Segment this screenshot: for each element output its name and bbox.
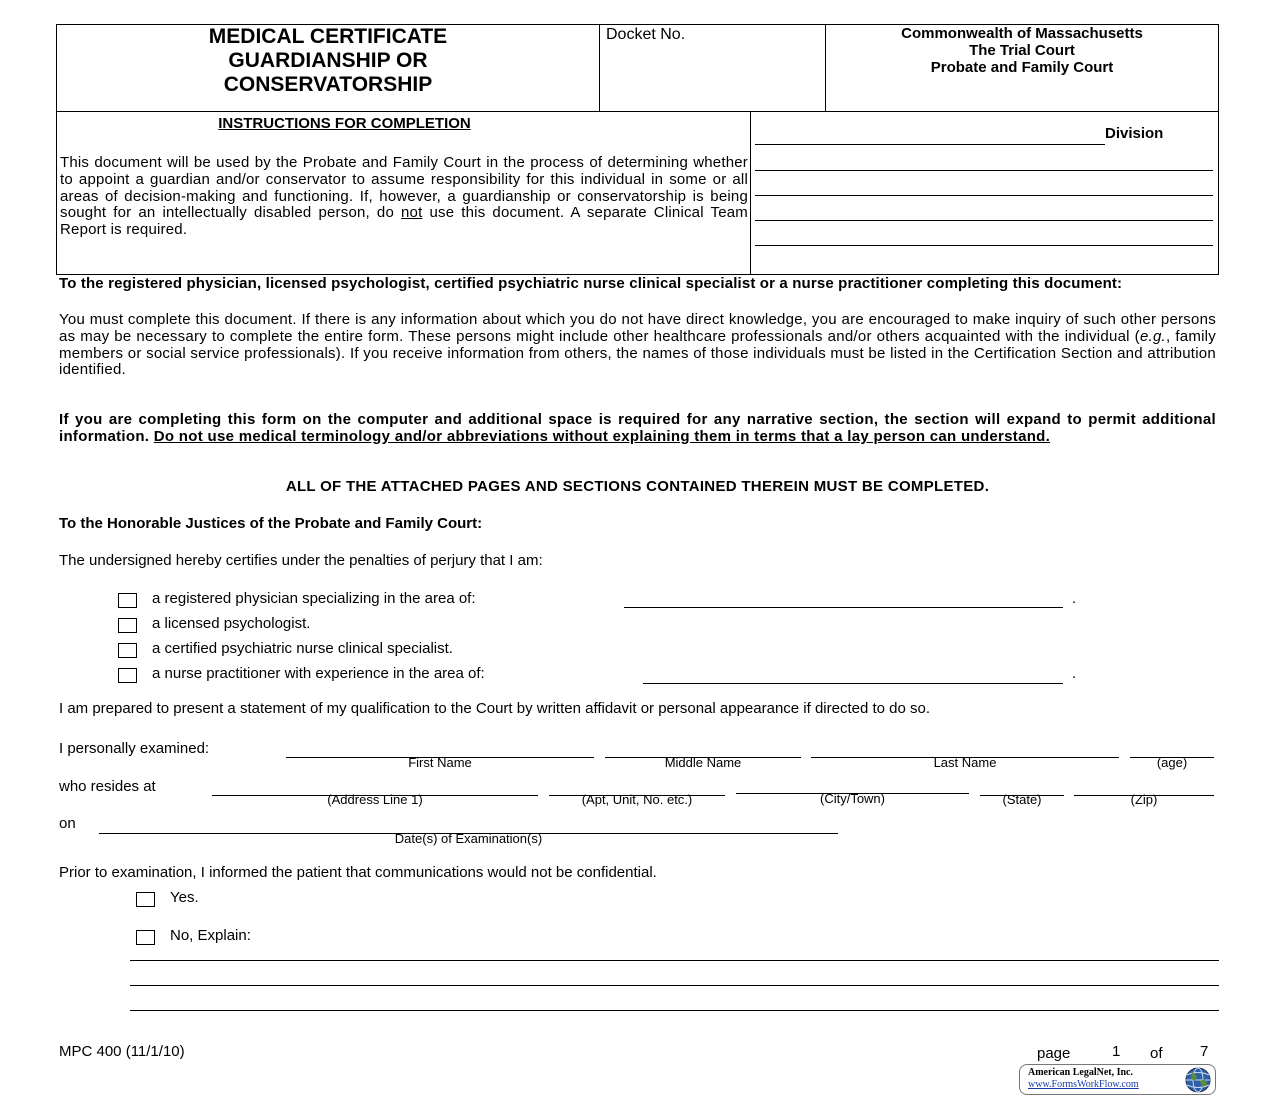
yes-label: Yes. xyxy=(170,889,199,906)
state-caption: (State) xyxy=(1002,792,1042,807)
clinician-heading: To the registered physician, licensed psychologist, certified psychiatric nurse clinical specialist or a nurse practitioner completing this document: xyxy=(59,275,1123,292)
division-address-line-1[interactable] xyxy=(755,170,1213,171)
of-label: of xyxy=(1150,1045,1163,1062)
first-name-caption: First Name xyxy=(408,755,472,770)
division-address-line-4[interactable] xyxy=(755,245,1213,246)
division-panel xyxy=(751,112,1218,274)
nurse-specialist-option-label: a certified psychiatric nurse clinical specialist. xyxy=(152,640,453,657)
court-line-2: The Trial Court xyxy=(969,42,1075,59)
court-line-1: Commonwealth of Massachusetts xyxy=(901,25,1143,42)
form-title-line-2: GUARDIANSHIP OR xyxy=(228,49,428,72)
brand-name: American LegalNet, Inc. xyxy=(1028,1067,1133,1078)
form-title-line-3: CONSERVATORSHIP xyxy=(223,73,433,96)
nurse-practitioner-area-line[interactable] xyxy=(643,683,1063,684)
instructions-box xyxy=(56,112,1219,275)
page-label: page xyxy=(1037,1045,1071,1062)
court-name xyxy=(826,25,1218,111)
all-pages-notice: ALL OF THE ATTACHED PAGES AND SECTIONS CONTAINED THEREIN MUST BE COMPLETED. xyxy=(285,478,990,495)
last-name-caption: Last Name xyxy=(933,755,997,770)
instructions-not: not xyxy=(401,204,423,222)
qualification-statement: I am prepared to present a statement of my qualification to the Court by written affidavit or personal appearance if directed to do so. xyxy=(59,700,931,717)
apt-caption: (Apt, Unit, No. etc.) xyxy=(581,792,693,807)
court-line-3: Probate and Family Court xyxy=(930,59,1114,76)
on-label: on xyxy=(59,815,76,832)
narrative-note xyxy=(59,412,1216,446)
nurse-specialist-checkbox[interactable] xyxy=(118,643,137,658)
instructions-title: INSTRUCTIONS FOR COMPLETION xyxy=(218,115,471,132)
form-title-line-1: MEDICAL CERTIFICATE xyxy=(208,25,448,48)
instructions-text-1: This document will be used by the Probate and Family Court in the process of determining whether to appoint a guardian and/or conservator to assume responsibility for this individual in some or all areas of decision-making and functioning. If, however, a guardianship or conservatorship is being sought for an intellectually disabled person, do xyxy=(60,154,748,222)
explain-line-1[interactable] xyxy=(130,960,1219,961)
physician-checkbox[interactable] xyxy=(118,593,137,608)
clinician-eg: e.g. xyxy=(1139,327,1166,345)
city-caption: (City/Town) xyxy=(819,791,885,806)
form-header xyxy=(56,24,1219,112)
no-checkbox[interactable] xyxy=(136,930,155,945)
instructions-panel xyxy=(57,112,751,274)
physician-specialty-line[interactable] xyxy=(624,607,1063,608)
division-input-line[interactable] xyxy=(755,144,1105,145)
form-number: MPC 400 (11/1/10) xyxy=(59,1043,185,1060)
division-address-line-3[interactable] xyxy=(755,220,1213,221)
clinician-instructions xyxy=(59,312,1216,379)
docket-label: Docket No. xyxy=(606,26,686,43)
narrative-note-text: If you are completing this form on the computer and additional space is required for any narrative section, the section will expand to permit additional information. xyxy=(59,411,1216,445)
division-address-line-2[interactable] xyxy=(755,195,1213,196)
physician-option-label: a registered physician specializing in the area of: xyxy=(152,590,476,607)
explain-line-2[interactable] xyxy=(130,985,1219,986)
physician-period: . xyxy=(1072,590,1077,607)
nurse-practitioner-option-label: a nurse practitioner with experience in the area of: xyxy=(152,665,485,682)
instructions-text xyxy=(60,155,748,239)
no-explain-label: No, Explain: xyxy=(170,927,251,944)
resides-label: who resides at xyxy=(59,778,156,795)
middle-name-caption: Middle Name xyxy=(664,755,742,770)
division-label: Division xyxy=(1105,125,1164,142)
zip-caption: (Zip) xyxy=(1130,792,1158,807)
form-title xyxy=(57,25,600,111)
exam-dates-caption: Date(s) of Examination(s) xyxy=(394,831,543,846)
brand-url[interactable]: www.FormsWorkFlow.com xyxy=(1028,1079,1139,1090)
examined-label: I personally examined: xyxy=(59,740,210,757)
instructions-text-2: use this document. A separate Clinical Team Report is required. xyxy=(60,204,748,239)
address-line-1-caption: (Address Line 1) xyxy=(327,792,423,807)
address-to-justices: To the Honorable Justices of the Probate and Family Court: xyxy=(59,515,483,532)
nurse-practitioner-period: . xyxy=(1072,665,1077,682)
docket-cell[interactable] xyxy=(600,25,826,111)
american-legalnet-logo[interactable] xyxy=(1019,1064,1216,1095)
nurse-practitioner-checkbox[interactable] xyxy=(118,668,137,683)
confidentiality-statement: Prior to examination, I informed the patient that communications would not be confidential. xyxy=(59,864,657,881)
clinician-text-2: , family members or social service professionals). If you receive information from others, the names of those individuals must be listed in the Certification Section and attribution identified. xyxy=(59,327,1216,379)
yes-checkbox[interactable] xyxy=(136,892,155,907)
clinician-text-1: You must complete this document. If there is any information about which you do not have direct knowledge, you are encouraged to make inquiry of such other persons as may be necessary to complete the entire form. These persons might include other healthcare professionals and/or others acquainted with the individual ( xyxy=(59,311,1216,345)
psychologist-checkbox[interactable] xyxy=(118,618,137,633)
age-caption: (age) xyxy=(1156,755,1188,770)
total-pages: 7 xyxy=(1200,1043,1209,1060)
certification-statement: The undersigned hereby certifies under the penalties of perjury that I am: xyxy=(59,552,543,569)
page-number: 1 xyxy=(1112,1043,1121,1060)
globe-icon xyxy=(1183,1066,1213,1094)
explain-line-3[interactable] xyxy=(130,1010,1219,1011)
terminology-warning: Do not use medical terminology and/or abbreviations without explaining them in terms that a lay person can understand. xyxy=(153,427,1051,445)
psychologist-option-label: a licensed psychologist. xyxy=(152,615,311,632)
